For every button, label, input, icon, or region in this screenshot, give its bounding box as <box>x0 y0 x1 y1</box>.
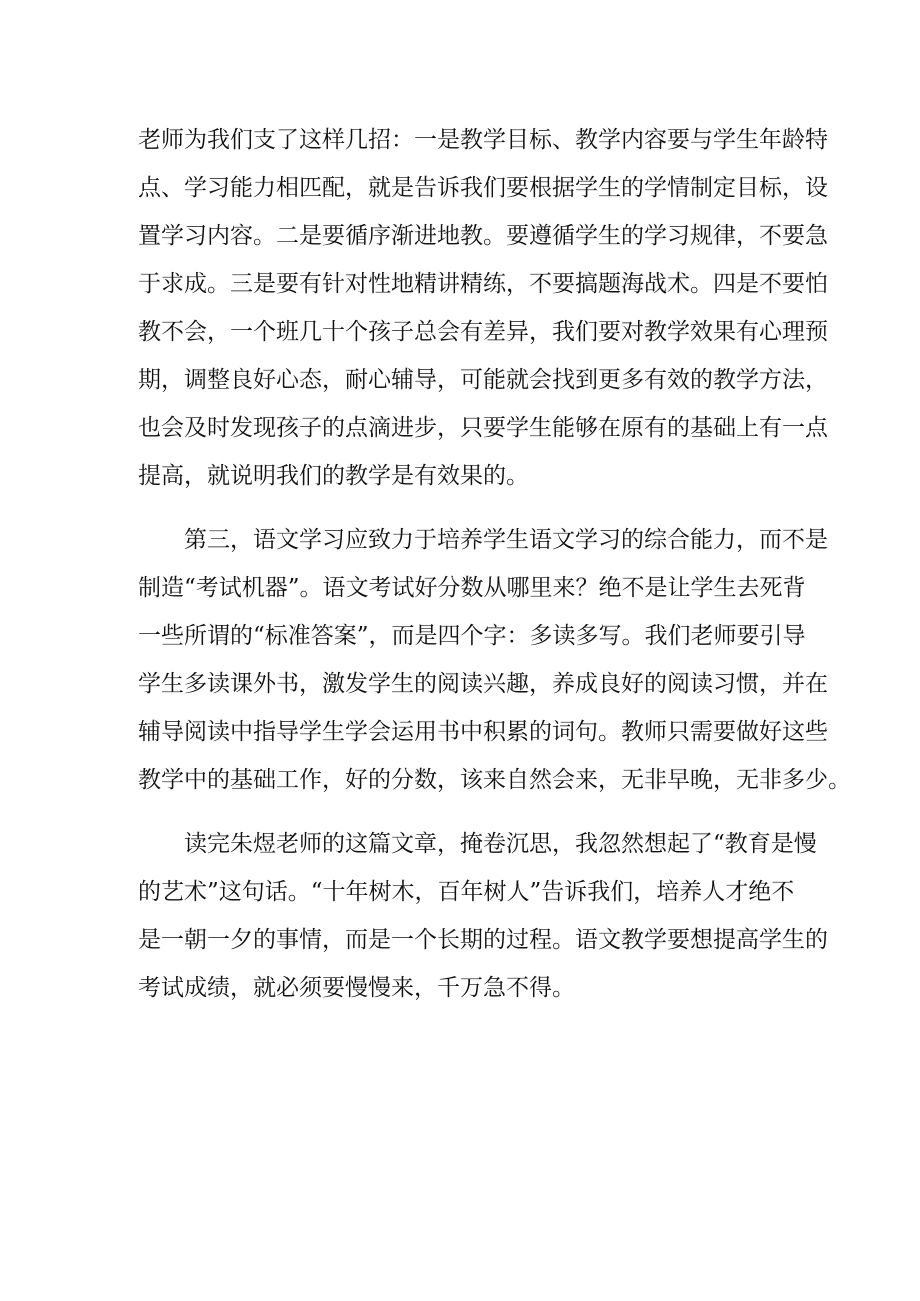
paragraph-line: 提高，就说明我们的教学是有效果的。 <box>138 463 529 489</box>
paragraph-line: 老师为我们支了这样几招：一是教学目标、教学内容要与学生年龄特 <box>138 127 828 153</box>
paragraph-line: 辅导阅读中指导学生学会运用书中积累的词句。教师只需要做好这些 <box>138 719 828 745</box>
paragraph-3 <box>138 820 828 1012</box>
paragraph-line: 读完朱煜老师的这篇文章，掩卷沉思，我忽然想起了“教育是慢 <box>184 831 817 857</box>
paragraph-line: 于求成。三是要有针对性地精讲精练，不要搞题海战术。四是不要怕 <box>138 271 828 297</box>
paragraph-line: 一些所谓的“标准答案”，而是四个字：多读多写。我们老师要引导 <box>138 623 806 649</box>
paragraph-line: 期，调整良好心态，耐心辅导，可能就会找到更多有效的教学方法， <box>138 367 828 393</box>
paragraph-line: 制造“考试机器”。语文考试好分数从哪里来？绝不是让学生去死背 <box>138 575 806 601</box>
paragraph-1 <box>138 116 828 500</box>
paragraph-2 <box>138 516 851 804</box>
paragraph-line: 教学中的基础工作，好的分数，该来自然会来，无非早晚，无非多少。 <box>138 767 851 793</box>
paragraph-line: 置学习内容。二是要循序渐进地教。要遵循学生的学习规律，不要急 <box>138 223 828 249</box>
paragraph-line: 点、学习能力相匹配，就是告诉我们要根据学生的学情制定目标，设 <box>138 175 828 201</box>
paragraph-line: 是一朝一夕的事情，而是一个长期的过程。语文教学要想提高学生的 <box>138 927 828 953</box>
paragraph-line: 考试成绩，就必须要慢慢来，千万急不得。 <box>138 975 575 1001</box>
paragraph-line: 也会及时发现孩子的点滴进步，只要学生能够在原有的基础上有一点 <box>138 415 828 441</box>
paragraph-line: 教不会，一个班几十个孩子总会有差异，我们要对教学效果有心理预 <box>138 319 828 345</box>
paragraph-line: 的艺术”这句话。“十年树木，百年树人”告诉我们，培养人才绝不 <box>138 879 795 905</box>
paragraph-line: 第三，语文学习应致力于培养学生语文学习的综合能力，而不是 <box>184 527 828 553</box>
paragraph-line: 学生多读课外书，激发学生的阅读兴趣，养成良好的阅读习惯，并在 <box>138 671 828 697</box>
